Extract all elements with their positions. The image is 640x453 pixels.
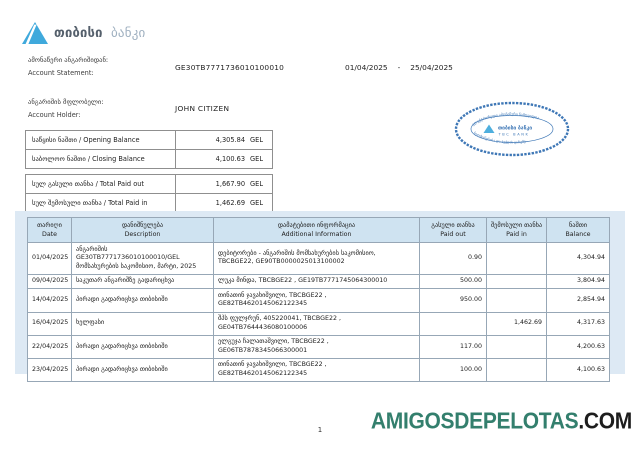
transaction-row: [28, 358, 610, 381]
tbc-triangle-icon: [22, 22, 48, 44]
closing-balance-amount: 4,100.63: [215, 155, 246, 163]
cell-additional-info: შპს ფულჯრუნ, 405220041, TBCBGE22 , GE04TB7644436080100006: [214, 312, 420, 335]
opening-balance-row: [26, 131, 273, 150]
cell-additional-info: ელგუჯა ჩალათაშვილი, TBCBGE22 , GE06TB7878345066300001: [214, 335, 420, 358]
cell-balance: 4,200.63: [547, 335, 610, 358]
statement-period: [345, 63, 463, 72]
cell-paid-out: [420, 312, 487, 335]
col-header-paid-out: გასული თანხა Paid out: [420, 218, 487, 243]
cell-paid-in: [487, 243, 547, 275]
transaction-row: [28, 335, 610, 358]
stamp-arc-top-text: ელექტრონული ამონაწერი ნამდვილია: [471, 112, 540, 127]
total-paid-in-value: [176, 194, 273, 213]
transactions-table: [27, 217, 610, 382]
period-to: 25/04/2025: [410, 63, 453, 72]
cell-paid-in: [487, 289, 547, 312]
transaction-row: [28, 312, 610, 335]
account-number: GE30TB7771736010100010: [175, 63, 285, 72]
transaction-row: [28, 289, 610, 312]
total-paid-out-label: სულ გასული თანხა / Total Paid out: [26, 175, 176, 194]
cell-balance: 4,100.63: [547, 358, 610, 381]
statement-label-ka: ამონაწერი ანგარიშიდან:: [28, 56, 109, 64]
cell-description: საკუთარ ანგარიშზე გადარიცხვა: [72, 274, 214, 289]
col-header-balance: ნაშთი Balance: [547, 218, 610, 243]
total-paid-out-currency: GEL: [250, 180, 263, 188]
watermark-tld: .COM: [578, 408, 632, 435]
cell-paid-out: 117.00: [420, 335, 487, 358]
stamp-arc-bottom-text: ხელმოწერისა და ბეჭდის გარეშე: [472, 130, 526, 145]
transaction-row: [28, 243, 610, 275]
total-paid-in-label: სულ შემოსული თანხა / Total Paid in: [26, 194, 176, 213]
cell-additional-info: ლუკა მინდა, TBCBGE22 , GE19TB7771745064300010: [214, 274, 420, 289]
logo-text: [54, 26, 145, 41]
bank-logo: [22, 22, 145, 44]
total-paid-out-value: [176, 175, 273, 194]
cell-paid-out: 0.90: [420, 243, 487, 275]
cell-date: 16/04/2025: [28, 312, 72, 335]
opening-balance-value: [176, 131, 273, 150]
account-holder-name: JOHN CITIZEN: [175, 104, 230, 113]
cell-description: პირადი გადარიცხვა თიბისიში: [72, 335, 214, 358]
holder-label: [28, 96, 104, 122]
period-separator: -: [397, 63, 401, 72]
cell-paid-in: [487, 358, 547, 381]
period-from: 01/04/2025: [345, 63, 388, 72]
total-paid-in-amount: 1,462.69: [215, 199, 246, 207]
closing-balance-label: საბოლოო ნაშთი / Closing Balance: [26, 150, 176, 169]
cell-description: პირადი გადარიცხვა თიბისიში: [72, 289, 214, 312]
cell-date: 23/04/2025: [28, 358, 72, 381]
cell-description: ხელფასი: [72, 312, 214, 335]
total-paid-in-row: [26, 194, 273, 213]
logo-word1: თიბისი: [54, 25, 103, 41]
cell-paid-in: [487, 335, 547, 358]
cell-additional-info: დებიტორები - ანგარიშის მომსახურების საკომისიო, TBCBGE22, GE90TB0000025013100002: [214, 243, 420, 275]
cell-date: 09/04/2025: [28, 274, 72, 289]
transactions-panel: [15, 211, 625, 378]
closing-balance-currency: GEL: [250, 155, 263, 163]
cell-date: 22/04/2025: [28, 335, 72, 358]
transactions-header-row: [28, 218, 610, 243]
logo-word2: ბანკი: [111, 25, 146, 41]
balance-summary-table: [25, 130, 273, 169]
cell-paid-out: 950.00: [420, 289, 487, 312]
cell-paid-out: 500.00: [420, 274, 487, 289]
cell-description: პირადი გადარიცხვა თიბისიში: [72, 358, 214, 381]
opening-balance-currency: GEL: [250, 136, 263, 144]
col-header-paid-in: შემოსული თანხა Paid in: [487, 218, 547, 243]
total-paid-in-currency: GEL: [250, 199, 263, 207]
col-header-date: თარიღი Date: [28, 218, 72, 243]
col-header-description: დანიშნულება Description: [72, 218, 214, 243]
stamp-center-en: TBC BANK: [498, 132, 530, 137]
holder-label-en: Account Holder:: [28, 111, 81, 119]
cell-date: 14/04/2025: [28, 289, 72, 312]
total-paid-out-amount: 1,667.90: [215, 180, 246, 188]
cell-paid-in: 1,462.69: [487, 312, 547, 335]
watermark-name: AMIGOSDEPELOTAS: [370, 408, 579, 435]
opening-balance-amount: 4,305.84: [215, 136, 246, 144]
cell-additional-info: თინათინ ჯავახიშვილი, TBCBGE22 , GE82TB4620145062122345: [214, 358, 420, 381]
cell-paid-out: 100.00: [420, 358, 487, 381]
stamp-center-ka: თიბისი ბანკი: [498, 125, 533, 132]
opening-balance-label: საწყისი ნაშთი / Opening Balance: [26, 131, 176, 150]
totals-summary-table: [25, 174, 273, 213]
statement-label: [28, 54, 108, 80]
cell-paid-in: [487, 274, 547, 289]
bank-stamp: [452, 100, 572, 158]
cell-balance: 4,304.94: [547, 243, 610, 275]
holder-label-ka: ანგარიშის მფლობელი:: [28, 98, 104, 106]
cell-balance: 4,317.63: [547, 312, 610, 335]
cell-date: 01/04/2025: [28, 243, 72, 275]
col-header-additional-info: დამატებითი ინფორმაცია Additional Information: [214, 218, 420, 243]
stamp-triangle-icon: [484, 125, 495, 134]
transaction-row: [28, 274, 610, 289]
closing-balance-row: [26, 150, 273, 169]
page-number: 1: [317, 426, 323, 434]
watermark: [371, 409, 632, 435]
total-paid-out-row: [26, 175, 273, 194]
cell-additional-info: თინათინ ჯავახიშვილი, TBCBGE22 , GE82TB4620145062122345: [214, 289, 420, 312]
closing-balance-value: [176, 150, 273, 169]
cell-description: ანგარიშის GE30TB7771736010100010/GEL მომსახურების საკომისიო, მარტი, 2025: [72, 243, 214, 275]
statement-label-en: Account Statement:: [28, 69, 94, 77]
cell-balance: 2,854.94: [547, 289, 610, 312]
cell-balance: 3,804.94: [547, 274, 610, 289]
